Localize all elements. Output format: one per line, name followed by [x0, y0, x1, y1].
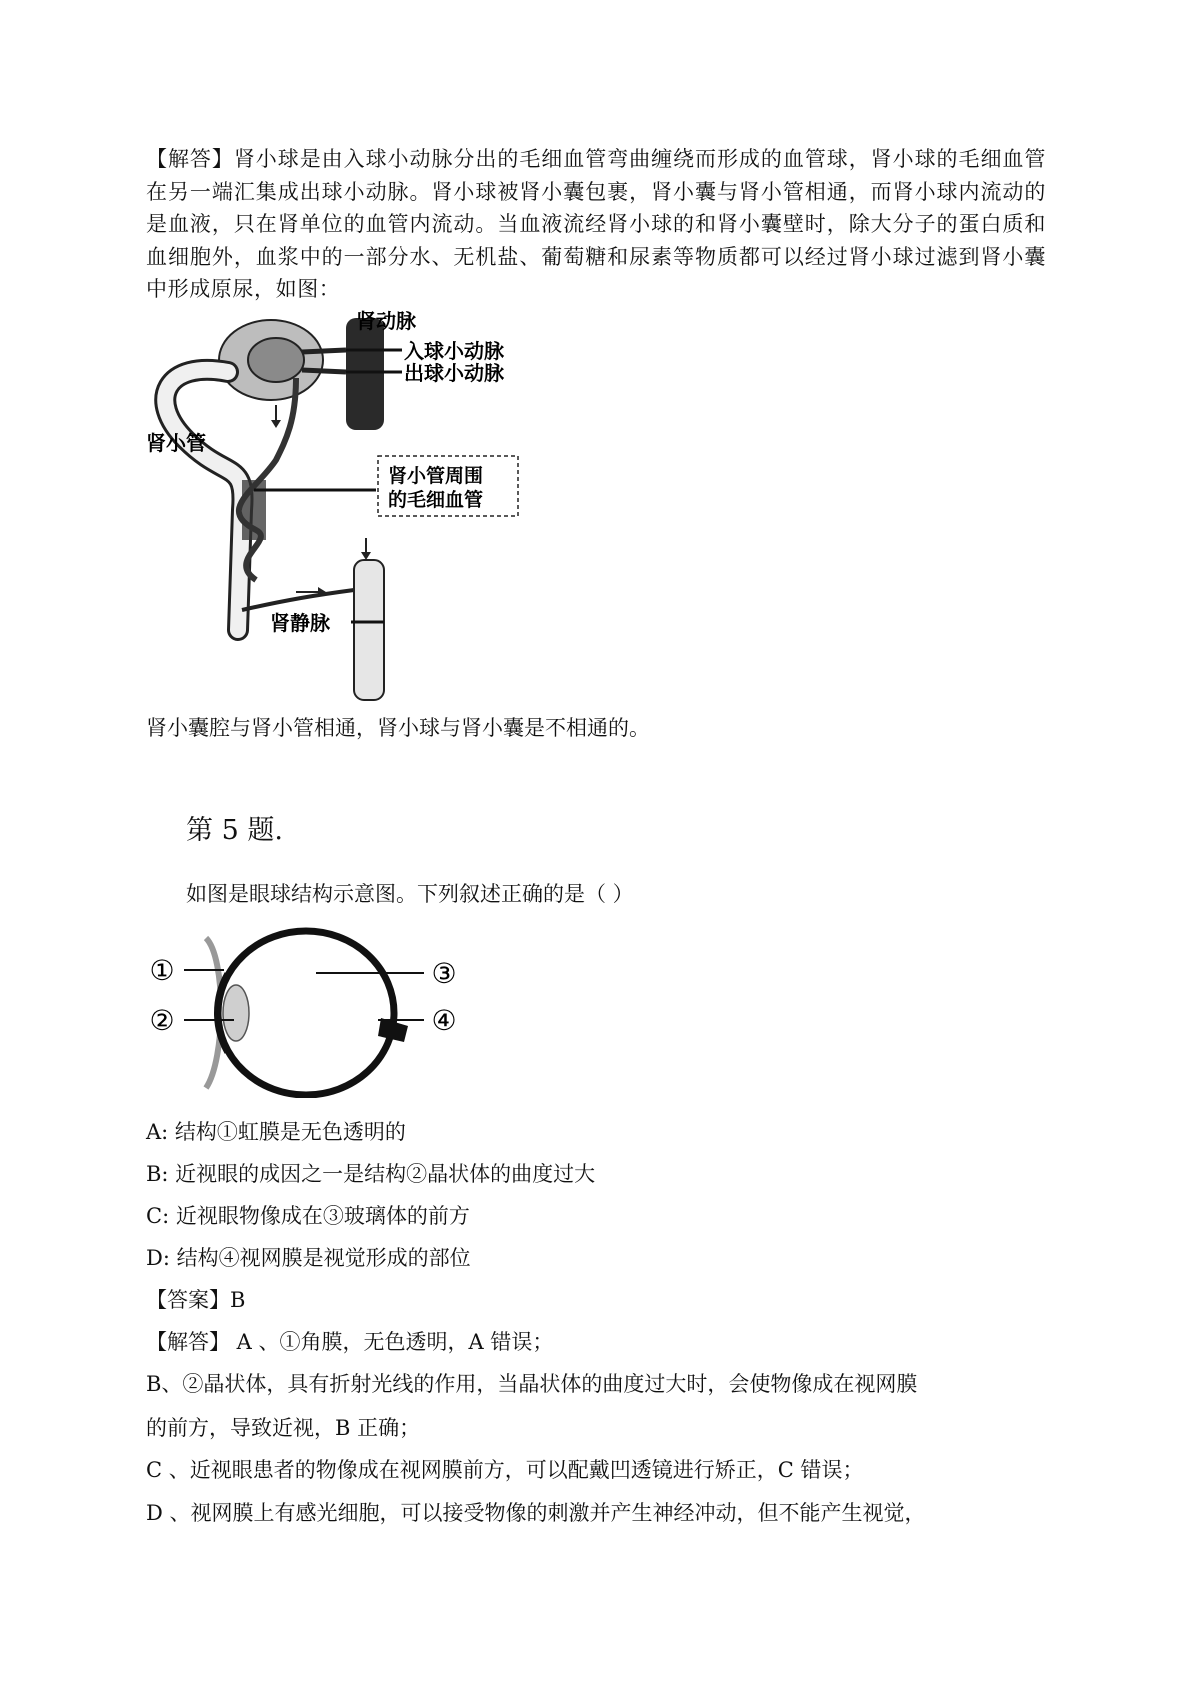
- option-a: A: 结构①虹膜是无色透明的: [146, 1120, 406, 1144]
- analysis-line-2: B、②晶状体，具有折射光线的作用，当晶状体的曲度过大时，会使物像成在视网膜: [146, 1372, 918, 1396]
- label-efferent-arteriole: 出球小动脉: [404, 361, 504, 385]
- glomerulus-shape: [248, 338, 304, 382]
- analysis-line-4: C 、近视眼患者的物像成在视网膜前方，可以配戴凹透镜进行矫正，C 错误；: [146, 1458, 864, 1482]
- question-stem: 如图是眼球结构示意图。下列叙述正确的是（ ）: [186, 882, 634, 906]
- option-b: B: 近视眼的成因之一是结构②晶状体的曲度过大: [146, 1162, 596, 1186]
- label-capillary-line2: 的毛细血管: [388, 489, 484, 511]
- label-renal-tubule: 肾小管: [146, 431, 206, 455]
- renal-artery-shape: [346, 318, 384, 430]
- analysis-line-5: D 、视网膜上有感光细胞，可以接受物像的刺激并产生神经冲动，但不能产生视觉，: [146, 1501, 926, 1525]
- lens-shape: [223, 985, 249, 1041]
- question-title: 第 5 题.: [186, 815, 283, 846]
- analysis-line-3: 的前方，导致近视，B 正确；: [146, 1416, 421, 1440]
- label-renal-artery: 肾动脉: [356, 310, 416, 333]
- tubule-shape: [165, 370, 242, 630]
- answer-line: 【答案】B: [146, 1288, 246, 1312]
- renal-vein-shape: [354, 560, 384, 700]
- explanation-paragraph: 【解答】肾小球是由入球小动脉分出的毛细血管弯曲缠绕而形成的血管球，肾小球的毛细血管在另一端汇集成出球小动脉。肾小球被肾小囊包裹，肾小囊与肾小管相通，而肾小球内流动的是血液，只在肾单位的血管内流动。当血液流经肾小球的和肾小囊壁时，除大分子的蛋白质和血细胞外，血浆中的一部分水、无机盐、葡萄糖和尿素等物质都可以经过肾小球过滤到肾小囊中形成原尿，如图：: [146, 147, 1046, 301]
- eye-figure: [146, 918, 486, 1098]
- explanation-conclusion: 肾小囊腔与肾小管相通，肾小球与肾小囊是不相通的。: [146, 716, 650, 740]
- eye-label-2: ②: [149, 1004, 175, 1037]
- eye-label-1: ①: [149, 954, 175, 987]
- eye-label-4: ④: [431, 1004, 457, 1037]
- option-c: C: 近视眼物像成在③玻璃体的前方: [146, 1204, 470, 1228]
- label-afferent-arteriole: 入球小动脉: [404, 339, 504, 363]
- nephron-figure: [146, 310, 566, 702]
- label-renal-vein: 肾静脉: [270, 611, 330, 635]
- analysis-line-1: 【解答】 A 、①角膜，无色透明，A 错误；: [146, 1330, 554, 1354]
- label-capillary-line1: 肾小管周围: [388, 465, 484, 487]
- option-d: D: 结构④视网膜是视觉形成的部位: [146, 1246, 471, 1270]
- eye-label-3: ③: [431, 957, 457, 990]
